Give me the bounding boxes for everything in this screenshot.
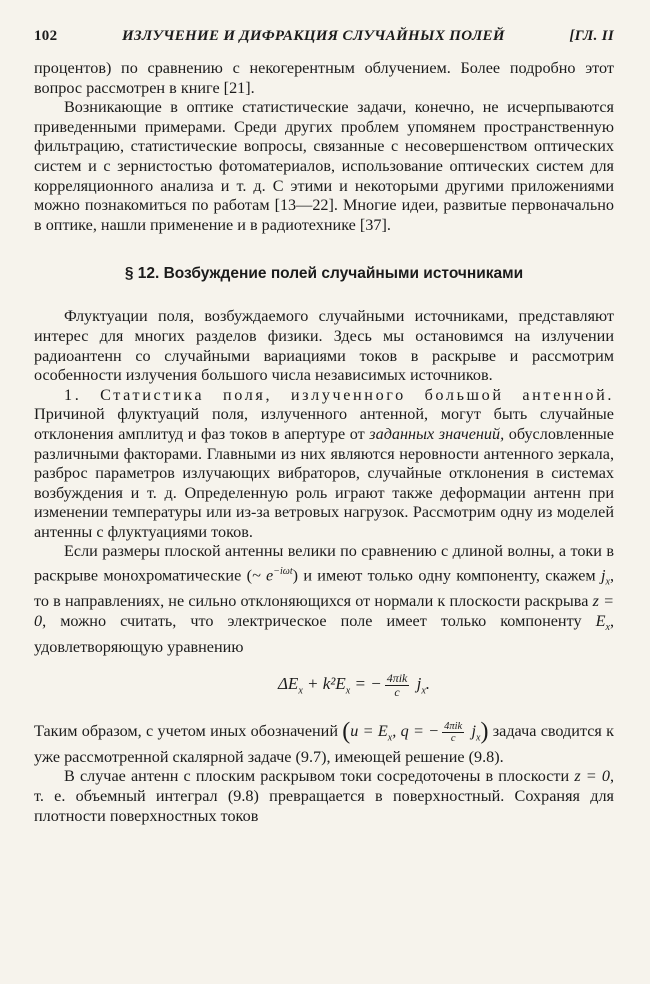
running-head <box>34 28 614 45</box>
section-paragraph-3: Если размеры плоской антенны велики по сравнению с длиной волны, а токи в раскрыве монохроматические (~ $e^{-i\omega t}$) и имеют только одну компоненту, скажем $j_x$, то в направлениях, не сильно отклоняющихся от нормали к плоскости раскрыва z = 0, можно считать, что электрическое поле имеет только компоненту $E_x$, удовлетворяющую уравнению <box>34 542 614 656</box>
page-number: 102 <box>34 28 58 44</box>
book-page <box>34 28 614 826</box>
intro-paragraph-2: Возникающие в оптике статистические задачи, конечно, не исчерпываются приведенными примерами. Среди других проблем упомянем пространственную фильтрацию, статистические вопросы, связанные с несовершенством оптических систем и с зернистостью фотоматериалов, использование оптических систем для корреляционного анализа и т. д. С этими и некоторыми другими приложениями можно познакомиться по работам [13—22]. Многие идеи, развитые первоначально в оптике, нашли применение и в радиотехнике [37]. <box>34 98 614 234</box>
running-title: ИЗЛУЧЕНИЕ И ДИФРАКЦИЯ СЛУЧАЙНЫХ ПОЛЕЙ <box>121 28 505 44</box>
section-paragraph-4: Таким образом, с учетом иных обозначений ($u = E_x$, q = − $\frac{\text{4πik}}{c}$ $j_x$) задача сводится к уже рассмотренной скалярной задаче (9.7), имеющей решение (9.8). <box>34 718 615 766</box>
section-paragraph-1: Флуктуации поля, возбуждаемого случайными источниками, представляют интерес для многих разделов физики. Здесь мы остановимся на излучении радиоантенн со случайными вариациями токов в раскрыве и рассмотрим особенности излучения большого числа независимых источников. <box>34 307 614 385</box>
section-paragraph-2: 1. Статистика поля, излученного большой антенной. Причиной флуктуаций поля, излученного антенной, могут быть случайные отклонения амплитуд и фаз токов в апертуре от заданных значений, обусловленные различными факторами. Главными из них являются неровности антенного зеркала, разброс параметров излучающих вибраторов, случайные отклонения в системах возбуждения и т. д. Определенную роль играют также деформации антенн при изменении температуры или из-за ветровых нагрузок. Рассмотрим одну из моделей антенны с флуктуациями токов. <box>34 385 614 541</box>
equation-fraction: $\frac{\text{4πik}}{c}$ <box>386 670 408 699</box>
subsection-heading: 1. Статистика поля, излученного большой антенной. <box>64 385 614 404</box>
wave-equation: $\Delta E_x + k^2E_x$ = − $\frac{\text{4πik}}{c}$ $j_x$. <box>277 670 431 699</box>
chapter-ref: [ГЛ. II <box>569 28 614 44</box>
inline-fraction: $\frac{\text{4πik}}{c}$ <box>444 720 463 744</box>
section-paragraph-5: В случае антенн с плоским раскрывом токи сосредоточены в плоскости z = 0, т. е. объемный интеграл (9.8) превращается в поверхностный. Сохраняя для плотности поверхностных токов <box>34 767 614 825</box>
emphasis-text: заданных значений, <box>369 424 505 443</box>
intro-paragraph-1: процентов) по сравнению с некогерентным облучением. Более подробно этот вопрос рассмотрен в книге [21]. <box>34 59 614 97</box>
section-title: § 12. Возбуждение полей случайными источниками <box>124 265 524 283</box>
